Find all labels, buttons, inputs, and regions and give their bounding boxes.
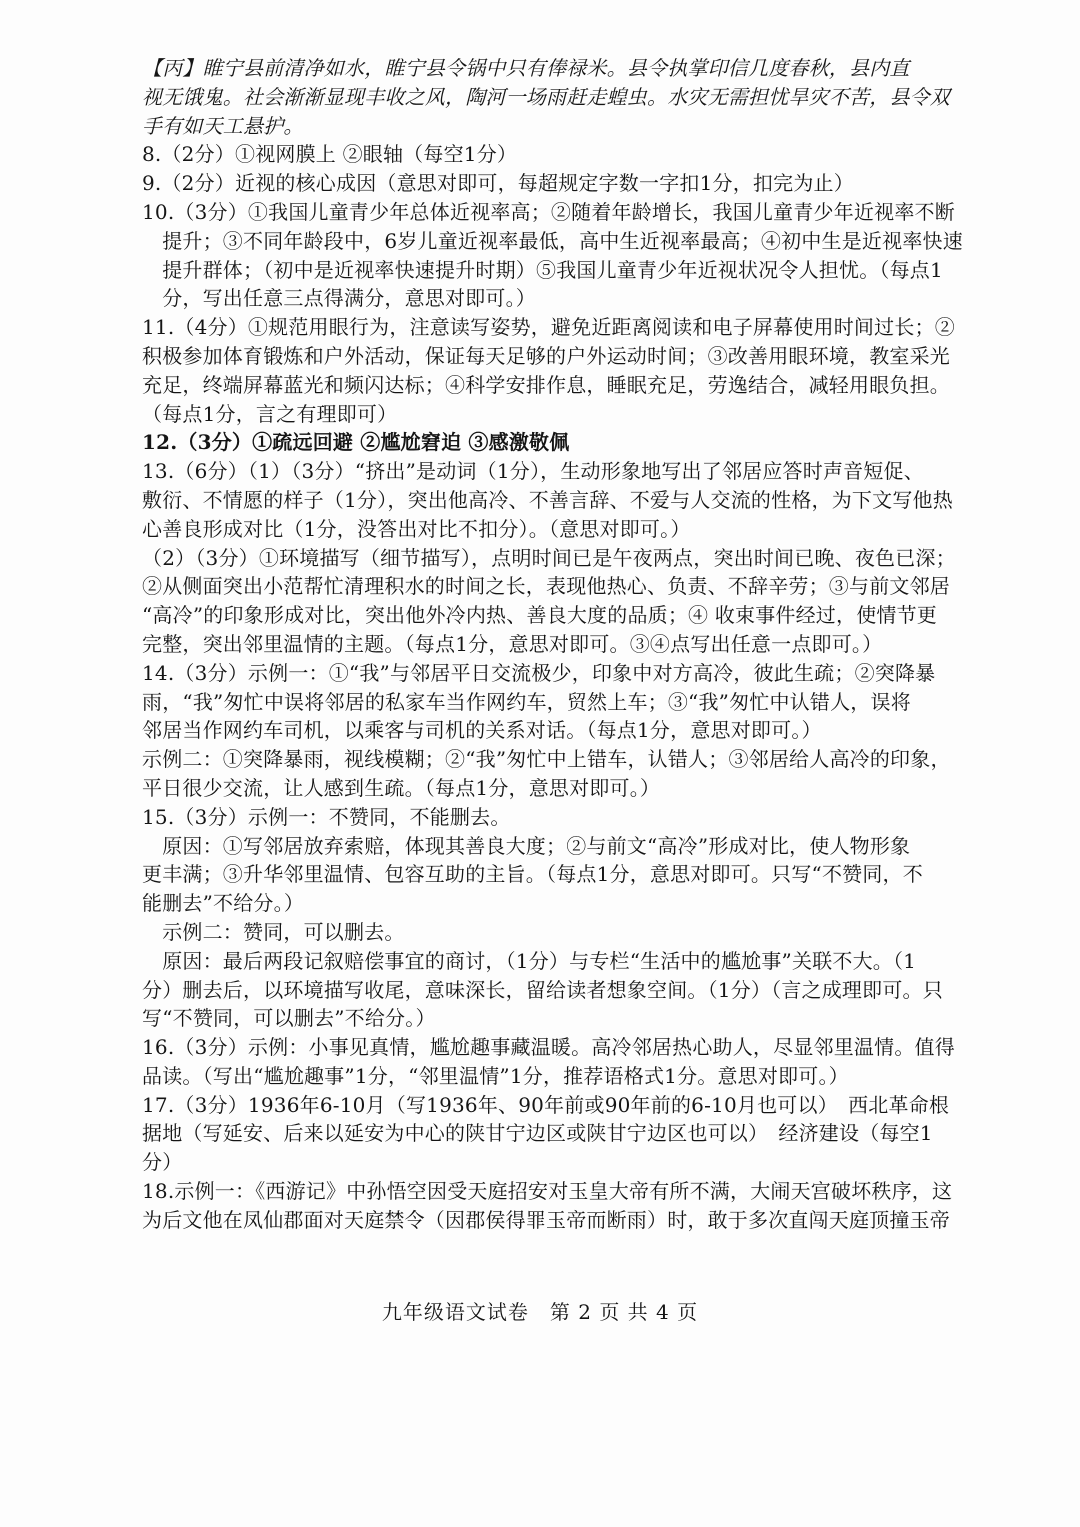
text-line: （每点1分，言之有理即可） bbox=[142, 401, 398, 426]
text-line: 14.（3分）示例一：①“我”与邻居平日交流极少，印象中对方高冷，彼此生疏；②突降暴 bbox=[142, 660, 936, 685]
text-line: 【丙】睢宁县前清净如水，睢宁县令锅中只有俸禄米。县令执掌印信几度春秋，县内直 bbox=[142, 56, 910, 80]
text-line: 11.（4分）①规范用眼行为，注意读写姿势，避免近距离阅读和电子屏幕使用时间过长；② bbox=[142, 315, 955, 340]
text-line: “高冷”的印象形成对比，突出他外冷内热、善良大度的品质；④ 收束事件经过，使情节更 bbox=[142, 603, 938, 628]
text-line: 15.（3分）示例一：不赞同，不能删去。 bbox=[142, 804, 511, 829]
text-line: 充足，终端屏幕蓝光和频闪达标；④科学安排作息，睡眠充足，劳逸结合，减轻用眼负担。 bbox=[142, 372, 950, 397]
text-line: 品读。（写出“尴尬趣事”1分，“邻里温情”1分，推荐语格式1分。意思对即可。） bbox=[142, 1063, 849, 1088]
text-line: 为后文他在凤仙郡面对天庭禁令（因郡侯得罪玉帝而断雨）时，敢于多次直闯天庭顶撞玉帝 bbox=[142, 1207, 950, 1232]
text-line: 示例二：①突降暴雨，视线模糊；②“我”匆忙中上错车，认错人；③邻居给人高冷的印象， bbox=[142, 747, 951, 772]
text-line: 手有如天工悬护。 bbox=[142, 113, 304, 138]
answer-text-body bbox=[142, 54, 967, 1235]
text-line: 视无饿鬼。社会渐渐显现丰收之风，陶河一场雨赶走蝗虫。水灾无需担忧旱灾不苦，县令双 bbox=[142, 84, 950, 109]
text-line: 写“不赞同，可以删去”不给分。） bbox=[142, 1006, 436, 1031]
text-line: 平日很少交流，让人感到生疏。（每点1分，意思对即可。） bbox=[142, 775, 661, 800]
text-line: 12.（3分）①疏远回避 ②尴尬窘迫 ③感激敬佩 bbox=[142, 430, 570, 455]
text-line: 9.（2分）近视的核心成因（意思对即可，每超规定字数一字扣1分，扣完为止） bbox=[142, 171, 854, 196]
text-line: 完整，突出邻里温情的主题。（每点1分，意思对即可。③④点写出任意一点即可。） bbox=[142, 631, 883, 656]
text-line: 心善良形成对比（1分，没答出对比不扣分）。（意思对即可。） bbox=[142, 516, 691, 541]
text-line: 提升；③不同年龄段中，6岁儿童近视率最低，高中生近视率最高；④初中生是近视率快速 bbox=[142, 228, 963, 253]
text-line: 积极参加体育锻炼和户外活动，保证每天足够的户外运动时间；③改善用眼环境，教室采光 bbox=[142, 343, 950, 368]
text-line: 原因：最后两段记叙赔偿事宜的商讨，（1分）与专栏“生活中的尴尬事”关联不大。（1 bbox=[142, 948, 917, 973]
text-line: 邻居当作网约车司机，以乘客与司机的关系对话。（每点1分，意思对即可。） bbox=[142, 718, 822, 743]
text-line: 示例二：赞同，可以删去。 bbox=[142, 919, 405, 944]
text-line: 据地（写延安、后来以延安为中心的陕甘宁边区或陕甘宁边区也可以） 经济建设（每空1 bbox=[142, 1121, 933, 1146]
text-line: 13.（6分）（1）（3分）“挤出”是动词（1分），生动形象地写出了邻居应答时声音短促、 bbox=[142, 459, 924, 484]
text-line: 10.（3分）①我国儿童青少年总体近视率高；②随着年龄增长，我国儿童青少年近视率不断 bbox=[142, 199, 955, 224]
text-line: 分，写出任意三点得满分，意思对即可。） bbox=[142, 286, 536, 311]
text-line: 18.示例一：《西游记》中孙悟空因受天庭招安对玉皇大帝有所不满，大闹天宫破坏秩序，这 bbox=[142, 1179, 953, 1204]
text-line: 更丰满；③升华邻里温情、包容互助的主旨。（每点1分，意思对即可。只写“不赞同，不 bbox=[142, 862, 923, 887]
text-line: 分）删去后，以环境描写收尾，意味深长，留给读者想象空间。（1分）（言之成理即可。只 bbox=[142, 977, 943, 1002]
text-line: 提升群体；（初中是近视率快速提升时期）⑤我国儿童青少年近视状况令人担忧。（每点1 bbox=[142, 257, 943, 282]
text-line: 敷衍、不情愿的样子（1分），突出他高冷、不善言辞、不爱与人交流的性格，为下文写他热 bbox=[142, 487, 953, 512]
page-footer: 九年级语文试卷 第 2 页 共 4 页 bbox=[381, 1300, 699, 1324]
text-line: （2）（3分）①环境描写（细节描写），点明时间已是午夜两点，突出时间已晚、夜色已深； bbox=[142, 545, 956, 570]
text-line: 分） bbox=[142, 1150, 183, 1175]
text-line: ②从侧面突出小范帮忙清理积水的时间之长，表现他热心、负责、不辞辛劳；③与前文邻居 bbox=[142, 574, 950, 599]
text-line: 8.（2分）①视网膜上 ②眼轴（每空1分） bbox=[142, 142, 518, 167]
text-line: 能删去”不给分。） bbox=[142, 891, 305, 916]
text-line: 原因：①写邻居放弃索赔，体现其善良大度；②与前文“高冷”形成对比，使人物形象 bbox=[142, 833, 911, 858]
text-line: 17.（3分）1936年6-10月（写1936年、90年前或90年前的6-10月也可以） 西北革命根 bbox=[142, 1092, 950, 1117]
text-line: 雨，“我”匆忙中误将邻居的私家车当作网约车，贸然上车；③“我”匆忙中认错人，误将 bbox=[142, 689, 911, 714]
text-line: 16.（3分）示例：小事见真情，尴尬趣事藏温暖。高冷邻居热心助人，尽显邻里温情。值得 bbox=[142, 1035, 955, 1060]
